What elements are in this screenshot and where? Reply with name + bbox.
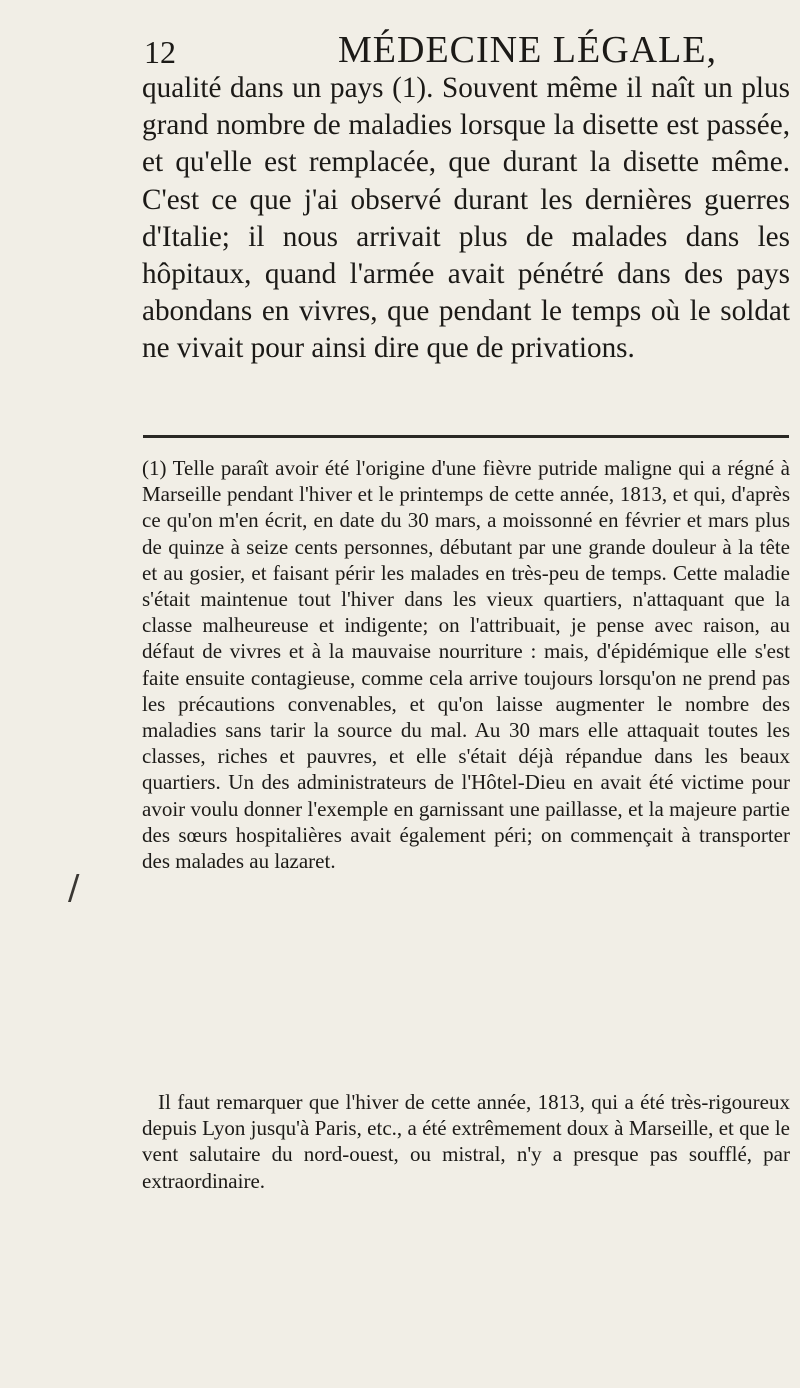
- footnote-paragraph-2: Il faut remarquer que l'hiver de cette année, 1813, qui a été très-rigoureux depuis Lyon jusqu'à Paris, etc., a été extrêmement doux à Marseille, et que le vent salutaire du nord-ouest, ou mistral, n'y a presque pas soufflé, par extraordinaire.: [142, 1090, 790, 1193]
- running-title: MÉDECINE LÉGALE,: [338, 29, 718, 71]
- body-paragraph: qualité dans un pays (1). Souvent même il naît un plus grand nombre de maladies lorsque la disette est passée, et qu'elle est remplacée, que durant la disette même. C'est ce que j'ai observé durant les dernières guerres d'Italie; il nous arrivait plus de malades dans les hôpitaux, quand l'armée avait pénétré dans des pays abondans en vivres, que pendant le temps où le soldat ne vivait pour ainsi dire que de privations.: [142, 72, 790, 365]
- margin-slash-mark: /: [68, 868, 80, 908]
- footnote-separator-rule: [143, 435, 789, 438]
- page-number: 12: [144, 34, 176, 70]
- page-header: [0, 28, 800, 76]
- footnote-paragraph-1: (1) Telle paraît avoir été l'origine d'une fièvre putride maligne qui a régné à Marseille pendant l'hiver et le printemps de cette année, 1813, et qui, d'après ce qu'on m'en écrit, en date du 30 mars, a moissonné en février et mars plus de quinze à seize cents personnes, débutant par une grande douleur à la tête et au gosier, et faisant périr les malades en très-peu de temps. Cette maladie s'était maintenue tout l'hiver dans les vieux quartiers, n'attaquant que la classe malheureuse et indigente; on l'attribuait, je pense avec raison, au défaut de vivres et à la mauvaise nourriture : mais, d'épidémique elle s'est faite ensuite contagieuse, comme cela arrive toujours lorsqu'on ne prend pas les précautions convenables, et qu'on laisse augmenter le nombre des maladies sans tarir la source du mal. Au 30 mars elle attaquait toutes les classes, riches et pauvres, et elle s'était déjà répandue dans les beaux quartiers. Un des administrateurs de l'Hôtel-Dieu en avait été victime pour avoir voulu donner l'exemple en garnissant une paillasse, et la majeure partie des sœurs hospitalières avait également péri; on commençait à transporter des malades au lazaret.: [142, 456, 790, 874]
